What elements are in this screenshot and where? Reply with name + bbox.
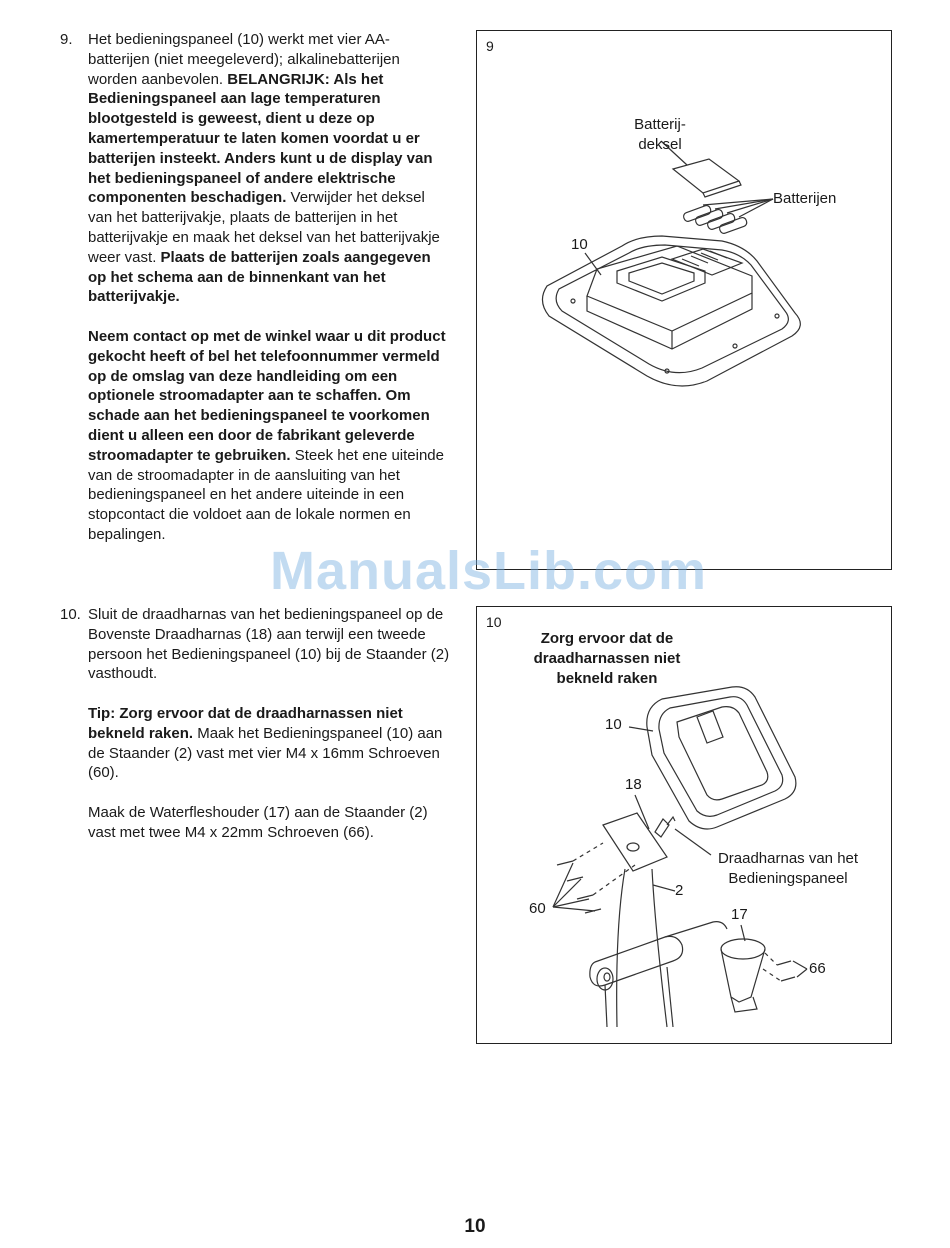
figure-number: 9: [486, 38, 494, 54]
bold-text-run: Tip: Zorg ervoor dat de draadharnassen niet bekneld raken.: [88, 704, 403, 742]
label-console-harness: Draadharnas van het Bedieningspaneel: [717, 850, 859, 887]
label-screws-60: 60: [529, 900, 546, 917]
bold-text-run: BELANGRIJK: Als het Bedieningspaneel aan lage temperaturen blootgesteld is geweest, dient u deze op kamertemperatuur te laten komen voordat u er batterijen insteekt. Anders kunt u de display van het bedieningspaneel of andere elektrische componenten beschadigen.: [88, 70, 433, 207]
figure-9: [476, 30, 892, 570]
step-10-paragraph-1: [88, 605, 450, 684]
label-upright: 2: [675, 882, 684, 899]
step-9-paragraph-2: [88, 327, 450, 545]
figure-10: [476, 606, 892, 1044]
text-run: Steek het ene uiteinde van de stroomadapter in de aansluiting van het bedieningspaneel en het andere uiteinde in een stopcontact die voldoet aan de lokale normen en bepalingen.: [88, 446, 444, 543]
step-10-paragraph-3: [88, 803, 450, 843]
figure-number: 10: [486, 614, 502, 630]
figure-caption: Zorg ervoor dat de draadharnassen niet bekneld raken: [533, 630, 681, 687]
page-number: 10: [464, 1216, 486, 1237]
bold-text-run: Neem contact op met de winkel waar u dit product gekocht heeft of bel het telefoonnummer vermeld op de omslag van deze handleiding om een optionele stroomadapter aan te schaffen. Om schade aan het bedieningspaneel te voorkomen dient u alleen een door de fabrikant geleverde stroomadapter te gebruiken.: [88, 327, 446, 464]
label-console: 10: [605, 716, 622, 733]
step-10-paragraph-2: [88, 704, 450, 783]
label-bottle-holder: 17: [731, 906, 748, 923]
bold-text-run: Plaats de batterijen zoals aangegeven op het schema aan de binnenkant van het batterijvakje.: [88, 248, 431, 306]
text-run: Verwijder het deksel van het batterijvakje, plaats de batterijen in het batterijvakje en maak het deksel van het batterijvakje weer vast.: [88, 189, 440, 266]
label-console: 10: [571, 236, 588, 253]
step-10: [60, 605, 450, 843]
label-screws-66: 66: [809, 960, 826, 977]
watermark: ManualsLib.com: [270, 541, 708, 601]
step-number: 10.: [60, 606, 81, 623]
label-battery-cover: Batterij- deksel: [634, 116, 686, 153]
text-run: Maak de Waterfleshouder (17) aan de Staander (2) vast met twee M4 x 22mm Schroeven (66).: [88, 803, 428, 841]
text-run: Sluit de draadharnas van het bedieningspaneel op de Bovenste Draadharnas (18) aan terwijl een tweede persoon het Bedieningspaneel (10) bij de Staander (2) vasthoudt.: [88, 606, 450, 683]
step-number: 9.: [60, 31, 73, 48]
label-upper-harness: 18: [625, 776, 642, 793]
step-9-paragraph-1: [88, 30, 450, 307]
step-9: [60, 30, 450, 545]
text-run: Maak het Bedieningspaneel (10) aan de Staander (2) vast met vier M4 x 16mm Schroeven (60).: [88, 724, 443, 782]
battery-installation-illustration: [477, 31, 891, 569]
label-batteries: Batterijen: [773, 190, 837, 207]
text-run: Het bedieningspaneel (10) werkt met vier AA-batterijen (niet meegeleverd); alkalinebatterijen worden aanbevolen.: [88, 31, 400, 88]
console-mounting-illustration: [477, 607, 891, 1043]
